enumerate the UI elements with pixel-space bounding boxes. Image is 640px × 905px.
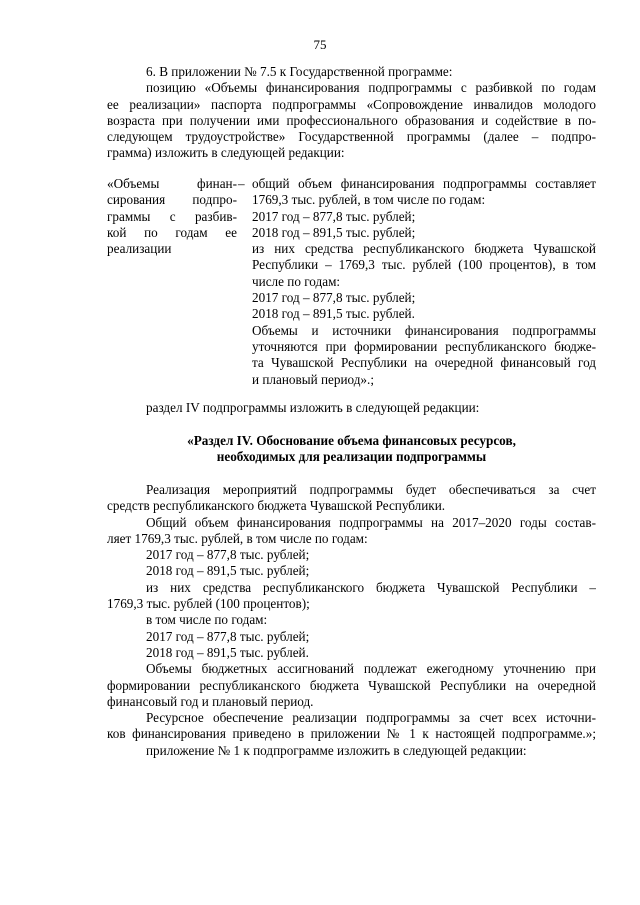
passport-right-line: Объемы и источники финансирования подпрограммы xyxy=(252,322,596,338)
page-number: 75 xyxy=(313,37,327,52)
intro-line: возраста при получении ими профессионального образования и содействие в по- xyxy=(107,112,596,128)
passport-right-line: 1769,3 тыс. рублей, в том числе по годам: xyxy=(252,192,486,208)
body-line: формировании республиканского бюджета Чувашской Республики на очередной xyxy=(107,677,596,693)
body-line: средств республиканского бюджета Чувашской Республики. xyxy=(107,498,446,514)
body-line: ляет 1769,3 тыс. рублей, в том числе по годам: xyxy=(107,530,368,546)
body-line: ков финансирования приведено в приложении № 1 к настоящей подпрограмме.»; xyxy=(107,726,596,742)
intro-line: 6. В приложении № 7.5 к Государственной программе: xyxy=(146,64,453,79)
heading-line: необходимых для реализации подпрограммы xyxy=(216,449,487,465)
passport-right-line: из них средства республиканского бюджета Чувашской xyxy=(252,241,596,257)
passport-dash: – xyxy=(238,176,245,191)
body-text xyxy=(107,482,596,759)
passport-left-line: граммы с разбив- xyxy=(107,208,237,224)
body-line: Общий объем финансирования подпрограммы на 2017–2020 годы состав- xyxy=(146,514,596,530)
body-line: 2018 год – 891,5 тыс. рублей. xyxy=(146,644,309,660)
section-heading xyxy=(107,433,596,466)
passport-right-line: Республики – 1769,3 тыс. рублей (100 процентов), в том xyxy=(252,257,596,273)
heading-line: «Раздел IV. Обоснование объема финансовых ресурсов, xyxy=(187,433,516,448)
intro-paragraph xyxy=(107,64,596,162)
body-line: из них средства республиканского бюджета Чувашской Республики – xyxy=(146,579,596,595)
passport-left-line: кой по годам ее xyxy=(107,224,237,240)
passport-right-line: 2018 год – 891,5 тыс. рублей. xyxy=(252,306,415,322)
passport-right-line: 2018 год – 891,5 тыс. рублей; xyxy=(252,224,416,240)
intro-line: позицию «Объемы финансирования подпрограммы с разбивкой по годам xyxy=(146,80,596,96)
intro-line: грамма) изложить в следующей редакции: xyxy=(107,145,345,161)
section-intro-line: раздел IV подпрограммы изложить в следующей редакции: xyxy=(146,400,480,415)
passport-left-column xyxy=(107,176,237,257)
body-line: 1769,3 тыс. рублей (100 процентов); xyxy=(107,596,310,612)
body-line: 2017 год – 877,8 тыс. рублей; xyxy=(146,547,310,563)
passport-right-line: и плановый период».; xyxy=(252,371,374,387)
passport-right-line: уточняются при формировании республиканского бюдже- xyxy=(252,338,596,354)
body-line: Реализация мероприятий подпрограммы будет обеспечиваться за счет xyxy=(146,482,596,497)
passport-right-line: общий объем финансирования подпрограммы составляет xyxy=(252,176,596,191)
body-line: 2018 год – 891,5 тыс. рублей; xyxy=(146,563,310,579)
passport-left-line: «Объемы финан- xyxy=(107,176,237,191)
passport-right-line: та Чувашской Республики на очередной финансовый год xyxy=(252,355,596,371)
body-line: Объемы бюджетных ассигнований подлежат ежегодному уточнению при xyxy=(146,661,596,677)
section-intro xyxy=(107,400,596,416)
passport-right-line: числе по годам: xyxy=(252,273,341,289)
passport-right-column xyxy=(252,176,596,388)
passport-right-line: 2017 год – 877,8 тыс. рублей; xyxy=(252,290,416,306)
passport-left-line: реализации xyxy=(107,241,172,257)
intro-line: следующем трудоустройстве» Государственной программы (далее – подпро- xyxy=(107,129,596,145)
body-line: приложение № 1 к подпрограмме изложить в следующей редакции: xyxy=(146,742,527,758)
body-line: финансовый год и плановый период. xyxy=(107,693,314,709)
intro-line: ее реализации» паспорта подпрограммы «Сопровождение инвалидов молодого xyxy=(107,96,596,112)
passport-right-line: 2017 год – 877,8 тыс. рублей; xyxy=(252,208,416,224)
body-line: 2017 год – 877,8 тыс. рублей; xyxy=(146,628,310,644)
body-line: в том числе по годам: xyxy=(146,612,268,628)
passport-left-line: сирования подпро- xyxy=(107,192,237,208)
body-line: Ресурсное обеспечение реализации подпрограммы за счет всех источни- xyxy=(146,710,596,726)
